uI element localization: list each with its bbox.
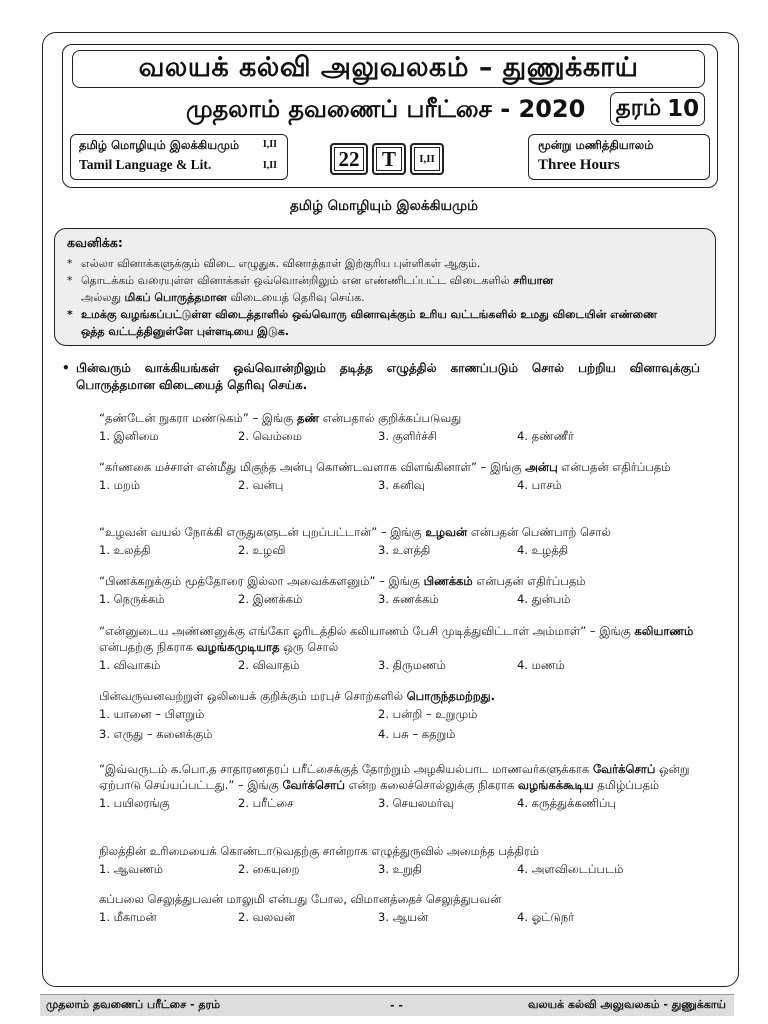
stem-bold: வழங்கமுடியாத bbox=[196, 640, 280, 654]
option-2[interactable]: 2. பரீட்சை bbox=[238, 796, 294, 810]
instruction-2 bbox=[67, 272, 703, 289]
lead-instruction bbox=[62, 360, 700, 394]
subject-papers-tamil: I,II bbox=[262, 139, 277, 150]
question-5 bbox=[99, 623, 697, 674]
duration-box bbox=[528, 134, 710, 180]
footer-office: வலயக் கல்வி அலுவலகம் - துணுக்காய் bbox=[527, 998, 726, 1011]
code-papers-box bbox=[410, 143, 444, 175]
option-2[interactable]: 2. வன்பு bbox=[238, 478, 284, 492]
option-1[interactable]: 1. உலத்தி bbox=[99, 543, 151, 557]
instruction-2-text-c: அல்லது bbox=[81, 291, 122, 304]
subject-tamil-row bbox=[79, 138, 279, 154]
instruction-2-text-a: தொடக்கம் வரையுள்ள வினாக்கள் ஒவ்வொன்றிலும் என எண்ணிடப்பட்ட விடைகளில் bbox=[81, 274, 510, 287]
option-1[interactable]: 1. மீகாமன் bbox=[99, 910, 157, 924]
question-3 bbox=[99, 524, 697, 559]
subject-box bbox=[70, 134, 288, 180]
option-1[interactable]: 1. மறம் bbox=[99, 478, 140, 492]
options bbox=[99, 543, 697, 559]
option-2[interactable]: 2. இணக்கம் bbox=[238, 592, 303, 606]
code-papers: I,II bbox=[419, 153, 435, 165]
stem-bold: வழங்கக்கூடிய bbox=[518, 778, 594, 792]
option-4[interactable]: 4. உழத்தி bbox=[517, 543, 569, 557]
question-stem bbox=[99, 524, 697, 540]
grade-box bbox=[610, 92, 705, 126]
stem-text: என்பதன் பெண்பாற் சொல் bbox=[467, 525, 611, 539]
subject-tamil: தமிழ் மொழியும் இலக்கியமும் bbox=[79, 138, 240, 152]
options bbox=[99, 658, 697, 674]
code-number: 22 bbox=[338, 146, 360, 171]
code-letter-box bbox=[372, 143, 406, 175]
duration-tamil: மூன்று மணித்தியாலம் bbox=[538, 138, 654, 152]
question-stem: கப்பலை செலுத்துபவன் மாலுமி என்பது போல, விமானத்தைச் செலுத்துபவன் bbox=[99, 892, 502, 906]
question-1 bbox=[99, 410, 697, 445]
option-3[interactable]: 3. உளத்தி bbox=[378, 543, 431, 557]
option-1[interactable]: 1. இனிமை bbox=[99, 429, 159, 443]
option-2[interactable]: 2. வலவன் bbox=[238, 910, 296, 924]
option-2[interactable]: 2. வெம்மை bbox=[238, 429, 302, 443]
stem-text: “பிணக்கறுக்கும் மூத்தோரை இல்லா அவைக்களனும்” – இங்கு bbox=[99, 574, 424, 588]
stem-text: என்பதால் குறிக்கப்படுவது bbox=[319, 411, 462, 425]
question-8 bbox=[99, 843, 697, 878]
option-3[interactable]: 3. குளிர்ச்சி bbox=[378, 429, 437, 443]
option-4[interactable]: 4. ஓட்டுநர் bbox=[517, 910, 575, 924]
option-3[interactable]: 3. உறுதி bbox=[378, 862, 423, 876]
option-3[interactable]: 3. ஆயன் bbox=[378, 910, 429, 924]
option-2[interactable]: 2. விவாதம் bbox=[238, 658, 300, 672]
question-6 bbox=[99, 688, 697, 744]
stem-bold: வேர்க்சொப் bbox=[282, 778, 345, 792]
paper-code bbox=[330, 143, 444, 175]
lead-text: பின்வரும் வாக்கியங்கள் ஒவ்வொன்றிலும் தடித்த எழுத்தில் காணப்படும் சொல் பற்றிய வினாவுக்குப் பொருத்தமான விடையைத் தெரிவு செய்க. bbox=[76, 361, 700, 392]
stem-bold: கலியாணம் bbox=[634, 624, 694, 638]
question-7 bbox=[99, 761, 697, 812]
office-title-text: வலயக் கல்வி அலுவலகம் – துணுக்காய் bbox=[138, 51, 639, 83]
option-1[interactable]: 1. ஆவணம் bbox=[99, 862, 164, 876]
stem-text: “இவ்வருடம் க.பொ.த சாதாரணதரப் பரீட்சைக்குத் தோற்றும் அழகியல்பாட மாணவர்களுக்காக bbox=[99, 762, 593, 776]
instruction-1-text: எல்லா வினாக்களுக்கும் விடை எழுதுக. வினாத்தாள் இற்குரிய புள்ளிகள் ஆகும். bbox=[81, 257, 481, 270]
question-stem bbox=[99, 623, 697, 655]
option-4[interactable]: 4. அளவிடைப்படம் bbox=[517, 862, 624, 876]
star-icon: * bbox=[67, 257, 73, 270]
stem-text: என்பதன் எதிர்ப்பதம் bbox=[472, 574, 586, 588]
options bbox=[99, 478, 697, 494]
question-9 bbox=[99, 891, 697, 926]
instructions-title: கவனிக்க: bbox=[67, 235, 123, 250]
option-4[interactable]: 4. பசு – கதறும் bbox=[378, 727, 456, 741]
footer bbox=[40, 994, 734, 1016]
option-3[interactable]: 3. செயலமர்வு bbox=[378, 796, 454, 810]
stem-text: தமிழ்ப்பதம் bbox=[593, 778, 660, 792]
options bbox=[99, 862, 697, 878]
instruction-3 bbox=[67, 306, 703, 323]
stem-bold: தண் bbox=[296, 411, 320, 425]
question-stem: நிலத்தின் உரிமையைக் கொண்டாடுவதற்கு சான்றாக எழுத்துருவில் அமைந்த பத்திரம் bbox=[99, 844, 540, 858]
duration-english: Three Hours bbox=[538, 157, 620, 173]
instruction-2-bold-a: சரியான bbox=[513, 274, 554, 287]
grade-value: 10 bbox=[667, 96, 700, 122]
stem-bold: அன்பு bbox=[525, 460, 558, 474]
options bbox=[99, 592, 697, 608]
footer-exam: முதலாம் தவணைப் பரீட்சை - தரம் bbox=[46, 998, 221, 1011]
stem-text: என்பதற்கு நிகராக bbox=[99, 640, 197, 654]
option-4[interactable]: 4. கருத்துக்கணிப்பு bbox=[517, 796, 617, 810]
instruction-2-cont bbox=[67, 289, 703, 306]
question-stem bbox=[99, 573, 697, 589]
subject-english: Tamil Language & Lit. bbox=[79, 157, 212, 172]
code-letter: T bbox=[381, 146, 396, 171]
option-3[interactable]: 3. கனிவு bbox=[378, 478, 425, 492]
grade-label: தரம் bbox=[615, 94, 662, 121]
stem-text: “தண்டேன் நுகரா மண்டுகம்” – இங்கு bbox=[99, 411, 297, 425]
stem-text: ஒரு சொல் bbox=[279, 640, 339, 654]
subject-papers-english: I,II bbox=[262, 160, 277, 171]
stem-text: ஒன்று ஏற்பாடு செய்யப்பட்டது.” – இங்கு bbox=[99, 762, 690, 792]
stem-bold: பிணக்கம் bbox=[423, 574, 473, 588]
option-3[interactable]: 3. சுணக்கம் bbox=[378, 592, 439, 606]
stem-text: பின்வருவனவற்றுள் ஒலியைக் குறிக்கும் மரபுச் சொற்களில் bbox=[99, 689, 407, 703]
code-number-box bbox=[330, 143, 368, 175]
question-4 bbox=[99, 573, 697, 608]
office-title bbox=[72, 50, 705, 88]
stem-bold: வேர்க்சொப் bbox=[592, 762, 656, 776]
question-stem bbox=[99, 761, 697, 793]
stem-text: “உழவன் வயல் நோக்கி எருதுகளுடன் புறப்பட்டான்” – இங்கு bbox=[99, 525, 426, 539]
stem-text: என்ற கலைச்சொல்லுக்கு நிகராக bbox=[344, 778, 519, 792]
section-title: தமிழ் மொழியும் இலக்கியமும் bbox=[290, 198, 478, 214]
instruction-2-bold-b: மிகப் பொருத்தமான bbox=[124, 291, 227, 304]
instruction-3-text-a: உமக்கு வழங்கப்பட்டுள்ள விடைத்தாளில் ஒவ்வொரு வினாவுக்கும் உரிய வட்டங்களில் உமது விடையின் எண்ணை bbox=[81, 308, 658, 321]
question-stem bbox=[99, 688, 697, 704]
instruction-1 bbox=[67, 255, 703, 272]
exam-title: முதலாம் தவணைப் பரீட்சை - 2020 bbox=[186, 94, 586, 123]
stem-text: என்பதன் எதிர்ப்பதம் bbox=[557, 460, 671, 474]
question-stem bbox=[99, 459, 697, 475]
option-3[interactable]: 3. எருது – கனைக்கும் bbox=[99, 727, 213, 741]
options bbox=[99, 910, 697, 926]
stem-text: “கர்ணகை மச்சாள் என்மீது மிகுந்த அன்பு கொண்டவளாக விளங்கினாள்” – இங்கு bbox=[99, 460, 526, 474]
option-4[interactable]: 4. மணம் bbox=[517, 658, 565, 672]
question-stem bbox=[99, 410, 697, 426]
option-1[interactable]: 1. விவாகம் bbox=[99, 658, 161, 672]
option-4[interactable]: 4. தண்ணீர் bbox=[517, 429, 574, 443]
subject-english-row bbox=[79, 157, 279, 173]
option-4[interactable]: 4. பாசம் bbox=[517, 478, 562, 492]
options bbox=[99, 796, 697, 812]
instruction-2-text-e: விடையைத் தெரிவு செய்க. bbox=[230, 291, 365, 304]
star-icon: * bbox=[67, 308, 73, 321]
stem-text: “என்னுடைய அண்ணனுக்கு எங்கோ ஓரிடத்தில் கலியாணம் பேசி முடித்துவிட்டாள் அம்மாள்” – இங்கு bbox=[99, 624, 635, 638]
option-4[interactable]: 4. துன்பம் bbox=[517, 592, 571, 606]
instruction-3-text-b: ஒத்த வட்டத்தினுள்ளே புள்ளடியை இடுக. bbox=[81, 325, 290, 338]
options bbox=[99, 707, 697, 724]
option-2[interactable]: 2. பன்றி – உறுமும் bbox=[378, 707, 478, 721]
stem-bold: உழவன் bbox=[425, 525, 468, 539]
options bbox=[99, 429, 697, 445]
option-2[interactable]: 2. கையுறை bbox=[238, 862, 300, 876]
question-2 bbox=[99, 459, 697, 494]
instruction-3-cont bbox=[67, 323, 703, 340]
star-icon: * bbox=[67, 274, 73, 287]
option-2[interactable]: 2. உழவி bbox=[238, 543, 286, 557]
options bbox=[99, 727, 697, 744]
option-3[interactable]: 3. திருமணம் bbox=[378, 658, 446, 672]
bullet-icon: • bbox=[62, 361, 70, 375]
instructions-box bbox=[54, 228, 716, 346]
footer-page: - - bbox=[390, 999, 403, 1012]
option-1[interactable]: 1. நெருக்கம் bbox=[99, 592, 165, 606]
option-1[interactable]: 1. பயிலரங்கு bbox=[99, 796, 170, 810]
stem-bold: பொருந்தமற்றது. bbox=[406, 689, 496, 703]
option-1[interactable]: 1. யானை – பிளறும் bbox=[99, 707, 205, 721]
